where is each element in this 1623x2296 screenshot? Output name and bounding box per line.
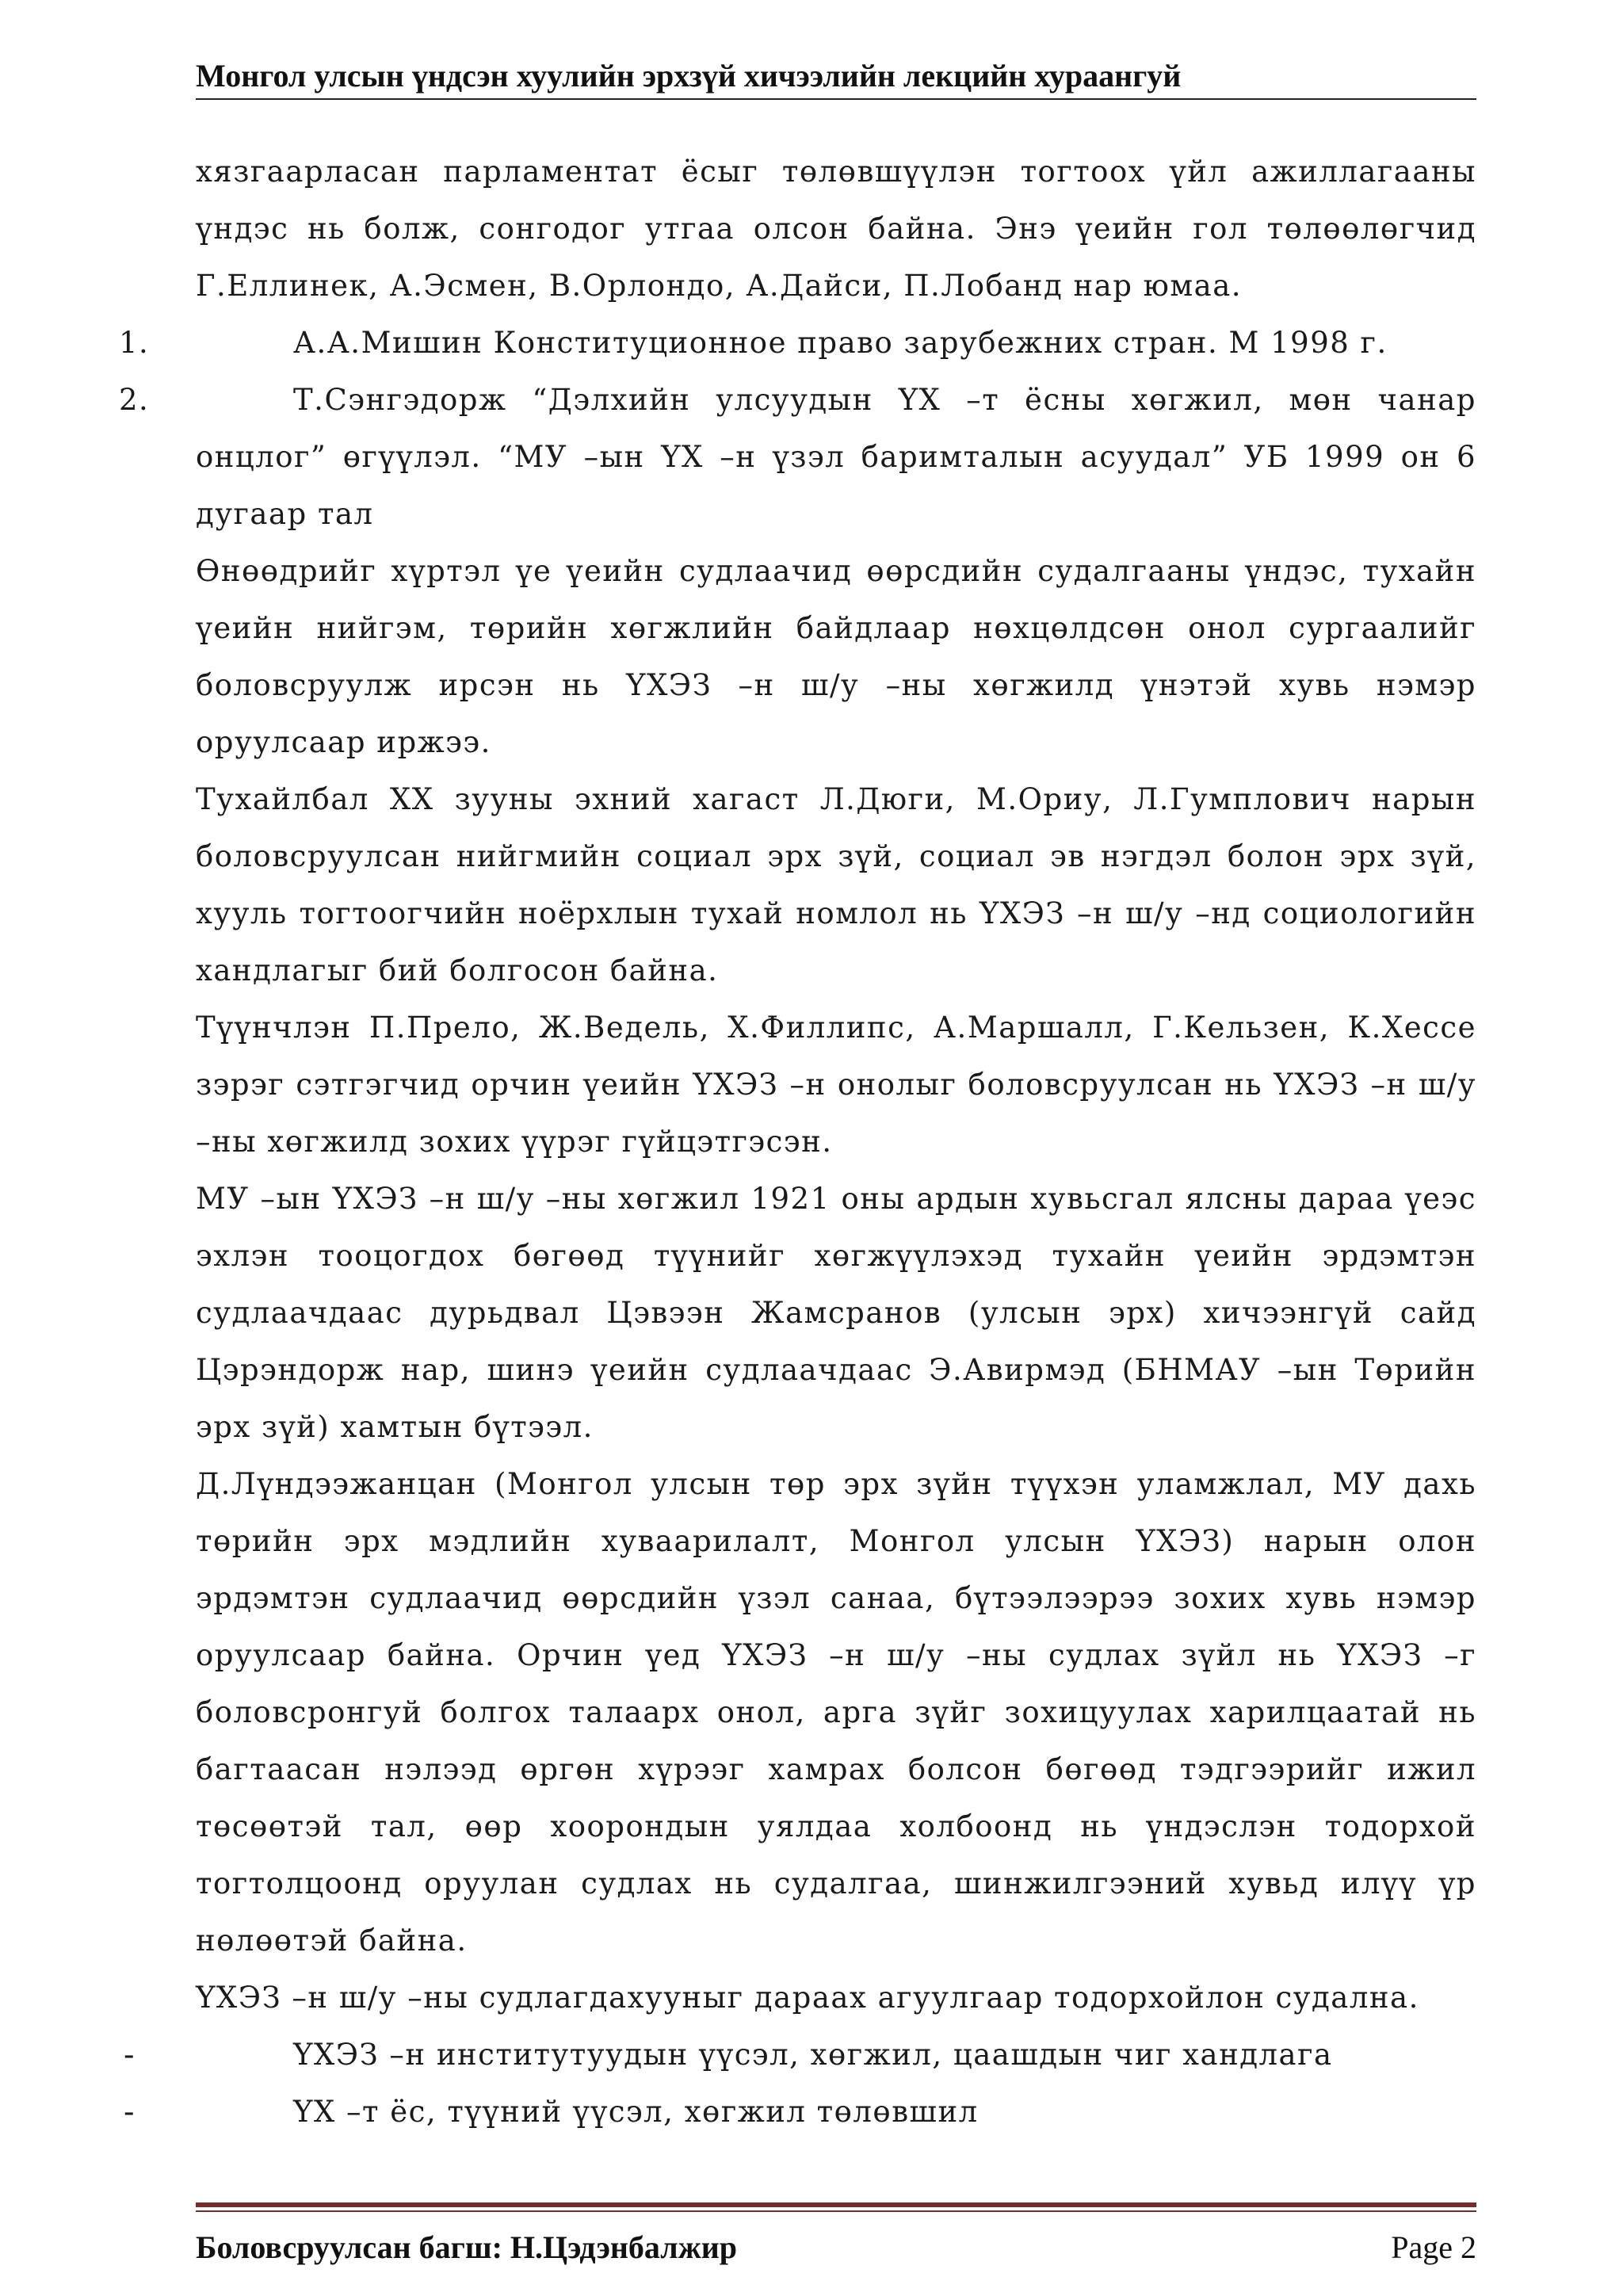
- reference-text: А.А.Мишин Конституционное право зарубежних стран. М 1998 г.: [293, 326, 1388, 360]
- header-divider: [196, 98, 1476, 100]
- reference-number: 1.: [119, 326, 150, 360]
- footer-divider-thin: [196, 2210, 1476, 2212]
- paragraph-modern-thinkers: Түүнчлэн П.Прело, Ж.Ведель, Х.Филлипс, А.Маршалл, Г.Кельзен, К.Хессе зэрэг сэтгэгчид орчин үеийн ҮХЭЗ –н онолыг боловсруулсан нь ҮХЭЗ –н ш/у –ны хөгжилд зохих үүрэг гүйцэтгэсэн.: [196, 1010, 1476, 1159]
- paragraph-research-history: Өнөөдрийг хүртэл үе үеийн судлаачид өөрсдийн судалгааны үндэс, тухайн үеийн нийгэм, төрийн хөгжлийн байдлаар нөхцөлдсөн онол сургаалийг боловсруулж ирсэн нь ҮХЭЗ –н ш/у –ны хөгжилд үнэтэй хувь нэмэр оруулсаар иржээ.: [196, 554, 1476, 759]
- bullet-text: ҮХ –т ёс, түүний үүсэл, хөгжил төлөвшил: [293, 2095, 979, 2129]
- reference-text: Т.Сэнгэдорж “Дэлхийн улсуудын ҮХ –т ёсны хөгжил, мөн чанар онцлог” өгүүлэл. “МУ –ын ҮХ –н үзэл баримталын асуудал” УБ 1999 он 6 дугаар тал: [196, 383, 1476, 531]
- footer-author: Боловсруулсан багш: Н.Цэдэнбалжир: [196, 2229, 738, 2265]
- paragraph-mongolian-development: МУ –ын ҮХЭЗ –н ш/у –ны хөгжил 1921 оны ардын хувьсгал ялсны дараа үеэс эхлэн тооцогдох бөгөөд түүнийг хөгжүүлэхэд тухайн үеийн эрдэмтэн судлаачдаас дурьдвал Цэвээн Жамсранов (улсын эрх) хичээнгүй сайд Цэрэндорж нар, шинэ үеийн судлаачдаас Э.Авирмэд (БНМАУ –ын Төрийн эрх зүй) хамтын бүтээл.: [196, 1182, 1476, 1444]
- page-number: Page 2: [1391, 2229, 1476, 2265]
- bullet-item-2: [0, 2084, 1623, 2141]
- page-header-title: Монгол улсын үндсэн хуулийн эрхзүй хичээлийн лекцийн хураангуй: [196, 58, 1182, 94]
- paragraph-contemporary-scholars: Д.Лүндээжанцан (Монгол улсын төр эрх зүйн түүхэн уламжлал, МУ дахь төрийн эрх мэдлийн хуваарилалт, Монгол улсын ҮХЭЗ) нарын олон эрдэмтэн судлаачид өөрсдийн үзэл санаа, бүтээлээрээ зохих хувь нэмэр оруулсаар байна. Орчин үед ҮХЭЗ –н ш/у –ны судлах зүйл нь ҮХЭЗ –г боловсронгуй болгох талаарх онол, арга зүйг зохицуулах харилцаатай нь багтаасан нэлээд өргөн хүрээг хамрах болсон бөгөөд тэдгээрийг ижил төсөөтэй тал, өөр хоорондын уялдаа холбоонд нь үндэслэн тодорхой тогтолцоонд оруулан судлах нь судалгаа, шинжилгээний хувьд илүү үр нөлөөтэй байна.: [196, 1467, 1476, 1958]
- bullet-dash: -: [124, 2094, 136, 2130]
- reference-number: 2.: [119, 383, 150, 417]
- bullet-dash: -: [124, 2037, 136, 2073]
- paragraph-study-content-intro: ҮХЭЗ –н ш/у –ны судлагдахууныг дараах агуулгаар тодорхойлон судална.: [196, 1981, 1419, 2015]
- reference-item-1: [0, 315, 1623, 372]
- bullet-item-1: [0, 2027, 1623, 2084]
- reference-item-2: [0, 372, 1623, 543]
- intro-paragraph: хязгаарласан парламентат ёсыг төлөвшүүлэн тогтоох үйл ажиллагааны үндэс нь болж, сонгодог утгаа олсон байна. Энэ үеийн гол төлөөлөгчид Г.Еллинек, А.Эсмен, В.Орлондо, А.Дайси, П.Лобанд нар юмаа.: [196, 155, 1476, 303]
- footer-divider-thick: [196, 2202, 1476, 2207]
- bullet-text: ҮХЭЗ –н институтуудын үүсэл, хөгжил, цаашдын чиг хандлага: [293, 2038, 1333, 2072]
- paragraph-20th-century: Тухайлбал ХХ зууны эхний хагаст Л.Дюги, М.Ориу, Л.Гумплович нарын боловсруулсан нийгмийн социал эрх зүй, социал эв нэгдэл болон эрх зүй, хууль тогтоогчийн ноёрхлын тухай номлол нь ҮХЭЗ –н ш/у –нд социологийн хандлагыг бий болгосон байна.: [196, 782, 1476, 988]
